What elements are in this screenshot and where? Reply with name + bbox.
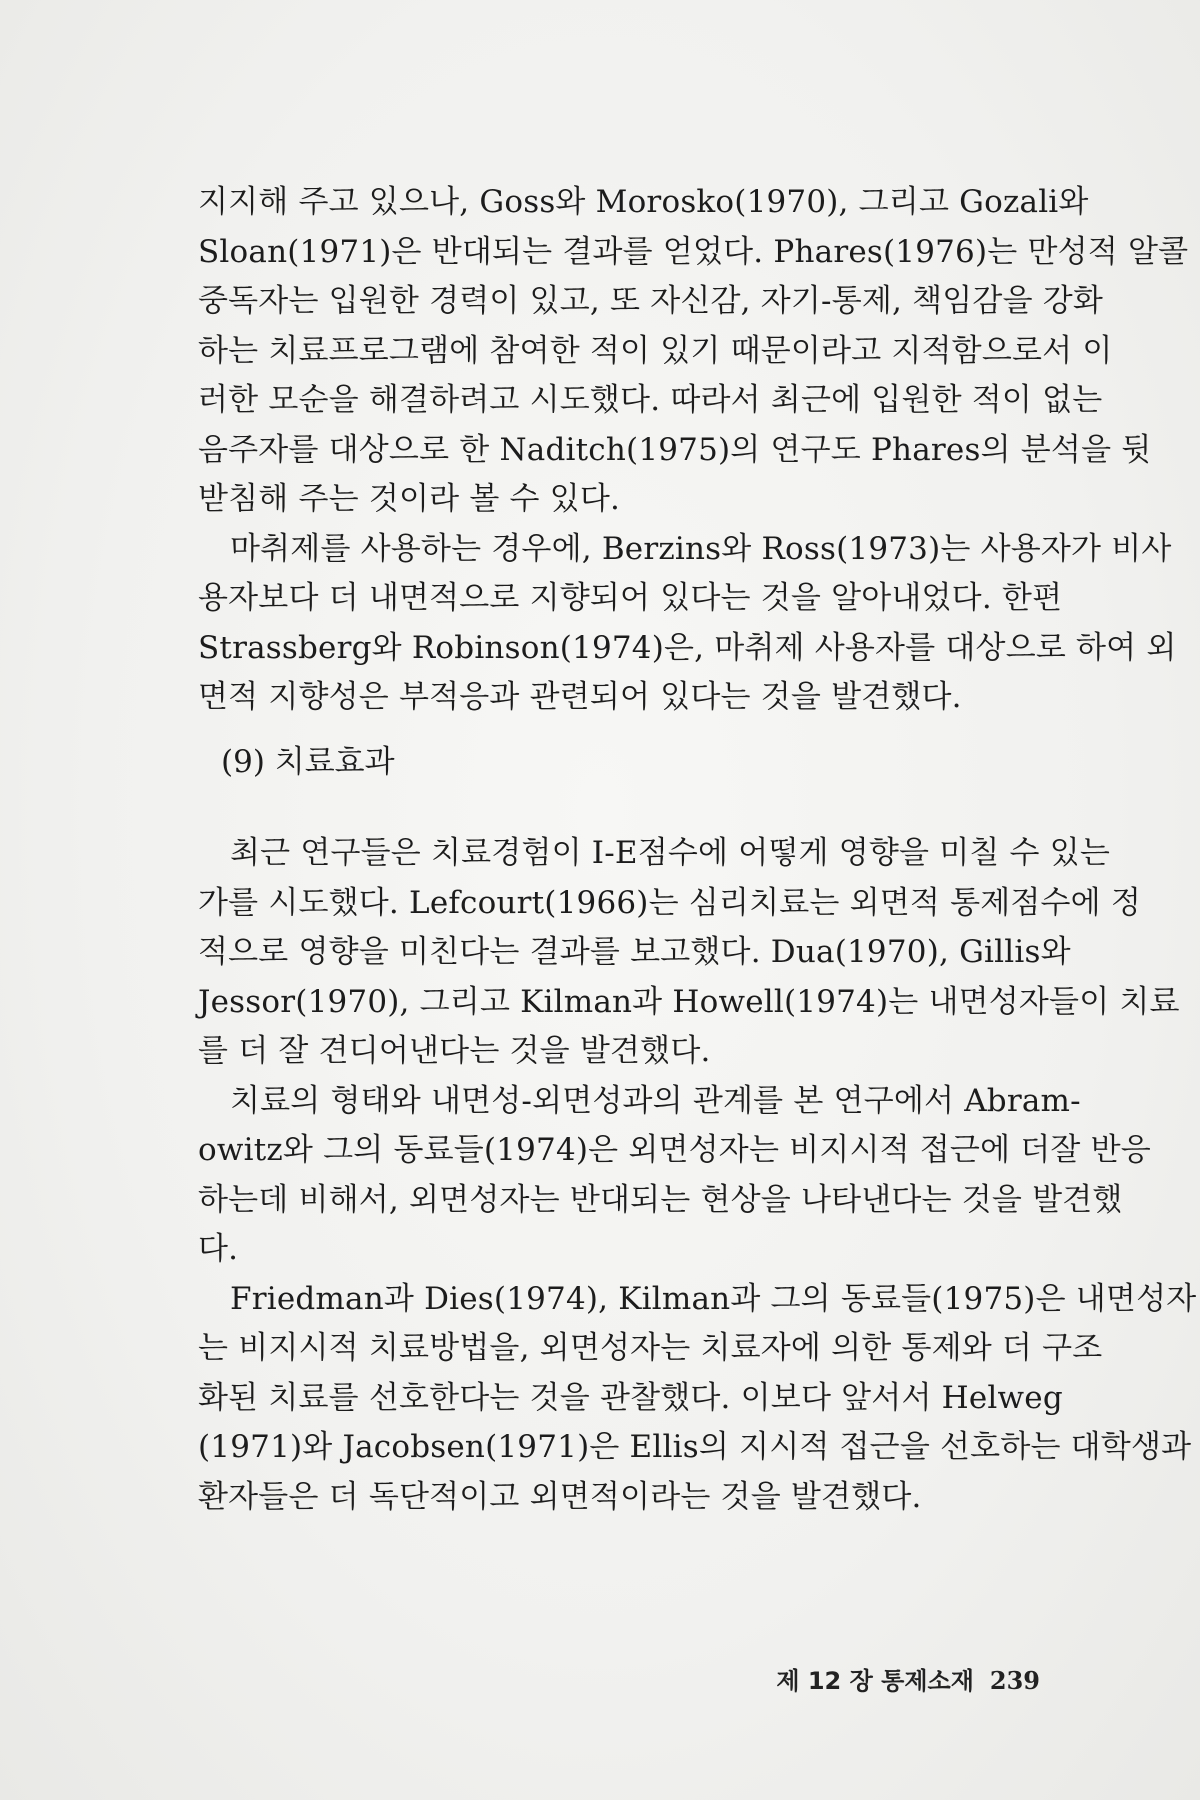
text-line: 중독자는 입원한 경력이 있고, 또 자신감, 자기-통제, 책임감을 강화 [198, 283, 1104, 319]
text-line: 적으로 영향을 미친다는 결과를 보고했다. Dua(1970), Gillis와 [198, 934, 1071, 970]
text-line: 지지해 주고 있으나, Goss와 Morosko(1970), 그리고 Gozali와 [198, 184, 1089, 220]
text-line: owitz와 그의 동료들(1974)은 외면성자는 비지시적 접근에 더잘 반응 [198, 1132, 1151, 1168]
text-line: 마취제를 사용하는 경우에, Berzins와 Ross(1973)는 사용자가 비사 [230, 530, 1172, 567]
paragraph [198, 525, 1177, 723]
page-number: 239 [989, 1666, 1040, 1695]
text-line: Friedman과 Dies(1974), Kilman과 그의 동료들(1975)은 내면성자 [230, 1280, 1197, 1317]
text-line: 하는 치료프로그램에 참여한 적이 있기 때문이라고 지적함으로서 이 [198, 332, 1113, 369]
chapter-title: 제 12 장 통제소재 [776, 1667, 974, 1695]
text-line: 하는데 비해서, 외면성자는 반대되는 현상을 나타낸다는 것을 발견했 [198, 1181, 1123, 1218]
text-line: 환자들은 더 독단적이고 외면적이라는 것을 발견했다. [198, 1478, 922, 1515]
text-line: 화된 치료를 선호한다는 것을 관찰했다. 이보다 앞서서 Helweg [198, 1379, 1063, 1416]
text-line: 를 더 잘 견디어낸다는 것을 발견했다. [198, 1033, 711, 1069]
text-line: 받침해 주는 것이라 볼 수 있다. [198, 481, 621, 517]
body-text-section-1 [198, 178, 1189, 723]
text-line: Sloan(1971)은 반대되는 결과를 얻었다. Phares(1976)는 만성적 알콜 [198, 233, 1189, 270]
text-line: Jessor(1970), 그리고 Kilman과 Howell(1974)는 내면성자들이 치료 [198, 983, 1180, 1020]
text-line: 면적 지향성은 부적응과 관련되어 있다는 것을 발견했다. [198, 679, 962, 715]
text-line: 치료의 형태와 내면성-외면성과의 관계를 본 연구에서 Abram- [230, 1082, 1081, 1119]
text-line: Strassberg와 Robinson(1974)은, 마취제 사용자를 대상으로 하여 외 [198, 629, 1177, 666]
text-line: (1971)와 Jacobsen(1971)은 Ellis의 지시적 접근을 선호하는 대학생과 [198, 1429, 1192, 1465]
paragraph [198, 178, 1189, 525]
body-text-section-2 [198, 829, 1197, 1522]
section-heading: (9) 치료효과 [221, 744, 395, 780]
paragraph [198, 829, 1180, 1077]
text-line: 용자보다 더 내면적으로 지향되어 있다는 것을 알아내었다. 한편 [198, 580, 1063, 616]
paragraph [198, 1275, 1197, 1523]
text-line: 음주자를 대상으로 한 Naditch(1975)의 연구도 Phares의 분석을 뒷 [198, 431, 1152, 468]
text-line: 최근 연구들은 치료경험이 I-E점수에 어떻게 영향을 미칠 수 있는 [230, 835, 1111, 871]
text-line: 는 비지시적 치료방법을, 외면성자는 치료자에 의한 통제와 더 구조 [198, 1330, 1103, 1366]
page-footer [776, 1661, 1040, 1696]
text-line: 가를 시도했다. Lefcourt(1966)는 심리치료는 외면적 통제점수에 정 [198, 884, 1141, 921]
text-line: 다. [198, 1231, 239, 1267]
paragraph [198, 1077, 1151, 1275]
text-line: 러한 모순을 해결하려고 시도했다. 따라서 최근에 입원한 적이 없는 [198, 382, 1103, 418]
